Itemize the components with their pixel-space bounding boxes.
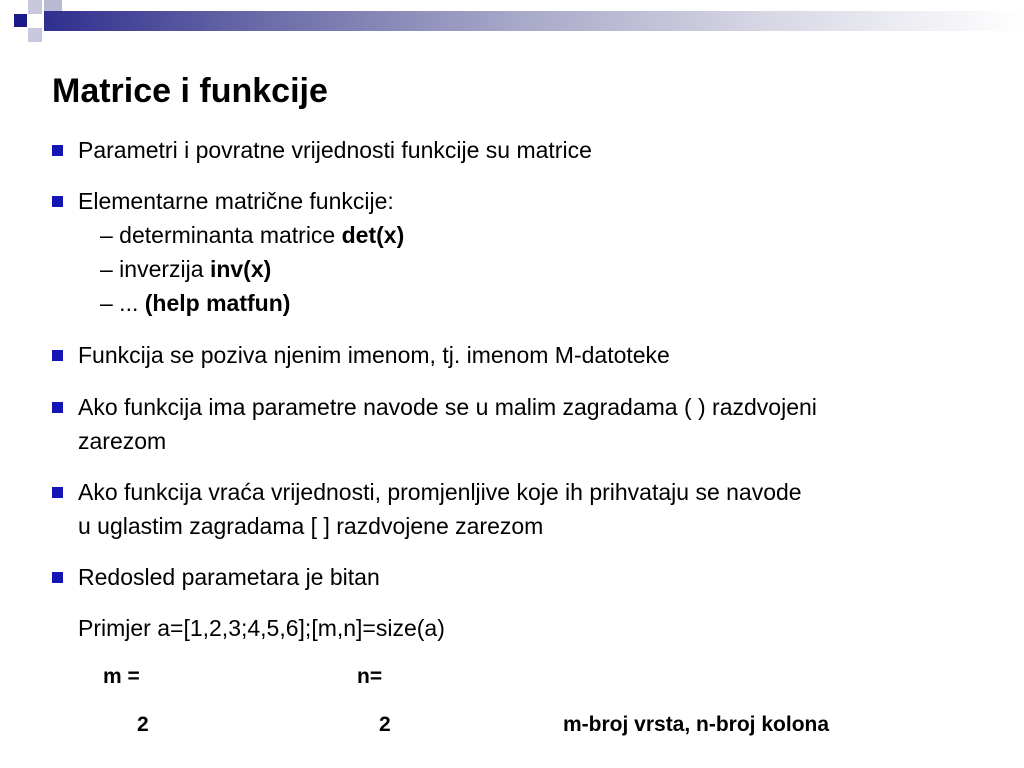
list-item <box>78 133 1008 167</box>
bullet-text-continued: zarezom <box>78 428 167 454</box>
square-bullet-icon <box>52 402 63 413</box>
list-item <box>78 390 1008 458</box>
banner-square-dark <box>14 14 27 27</box>
bullet-text-continued: u uglastim zagradama [ ] razdvojene zarezom <box>78 513 544 539</box>
banner-square-mid <box>44 0 62 11</box>
sub-item-help <box>78 286 1008 320</box>
sub-item-text: – determinanta matrice <box>100 222 342 248</box>
banner-gradient-bar <box>44 11 1024 31</box>
function-name: det(x) <box>341 222 405 248</box>
output-n-label: n= <box>357 665 383 688</box>
output-m-label: m = <box>103 665 140 688</box>
list-item <box>78 338 1008 372</box>
banner-square-light <box>28 28 42 42</box>
square-bullet-icon <box>52 350 63 361</box>
bullet-text: Elementarne matrične funkcije: <box>78 188 394 214</box>
bullet-text: Ako funkcija vraća vrijednosti, promjenljive koje ih prihvataju se navode <box>78 479 802 505</box>
function-name: (help matfun) <box>144 290 291 316</box>
slide-title: Matrice i funkcije <box>52 72 328 110</box>
sub-item-text: – inverzija <box>100 256 210 282</box>
square-bullet-icon <box>52 196 63 207</box>
function-name: inv(x) <box>209 256 272 282</box>
list-item <box>78 475 1008 543</box>
square-bullet-icon <box>52 572 63 583</box>
sub-item-determinant <box>78 218 1008 252</box>
bullet-text: Redosled parametara je bitan <box>78 564 380 590</box>
square-bullet-icon <box>52 487 63 498</box>
list-item <box>78 560 1008 594</box>
list-item <box>78 184 1008 320</box>
bullet-text: Parametri i povratne vrijednosti funkcije su matrice <box>78 137 592 163</box>
output-note: m-broj vrsta, n-broj kolona <box>563 713 830 736</box>
bullet-text: Ako funkcija ima parametre navode se u malim zagradama ( ) razdvojeni <box>78 394 817 420</box>
bullet-text: Funkcija se poziva njenim imenom, tj. imenom M-datoteke <box>78 342 670 368</box>
sub-item-text: – ... <box>100 290 145 316</box>
title-banner <box>0 0 1024 46</box>
example-code-line: Primjer a=[1,2,3;4,5,6];[m,n]=size(a) <box>78 615 445 641</box>
output-n-value: 2 <box>379 713 391 736</box>
banner-square-light <box>28 0 42 14</box>
square-bullet-icon <box>52 145 63 156</box>
sub-item-inverse <box>78 252 1008 286</box>
output-m-value: 2 <box>137 713 149 736</box>
